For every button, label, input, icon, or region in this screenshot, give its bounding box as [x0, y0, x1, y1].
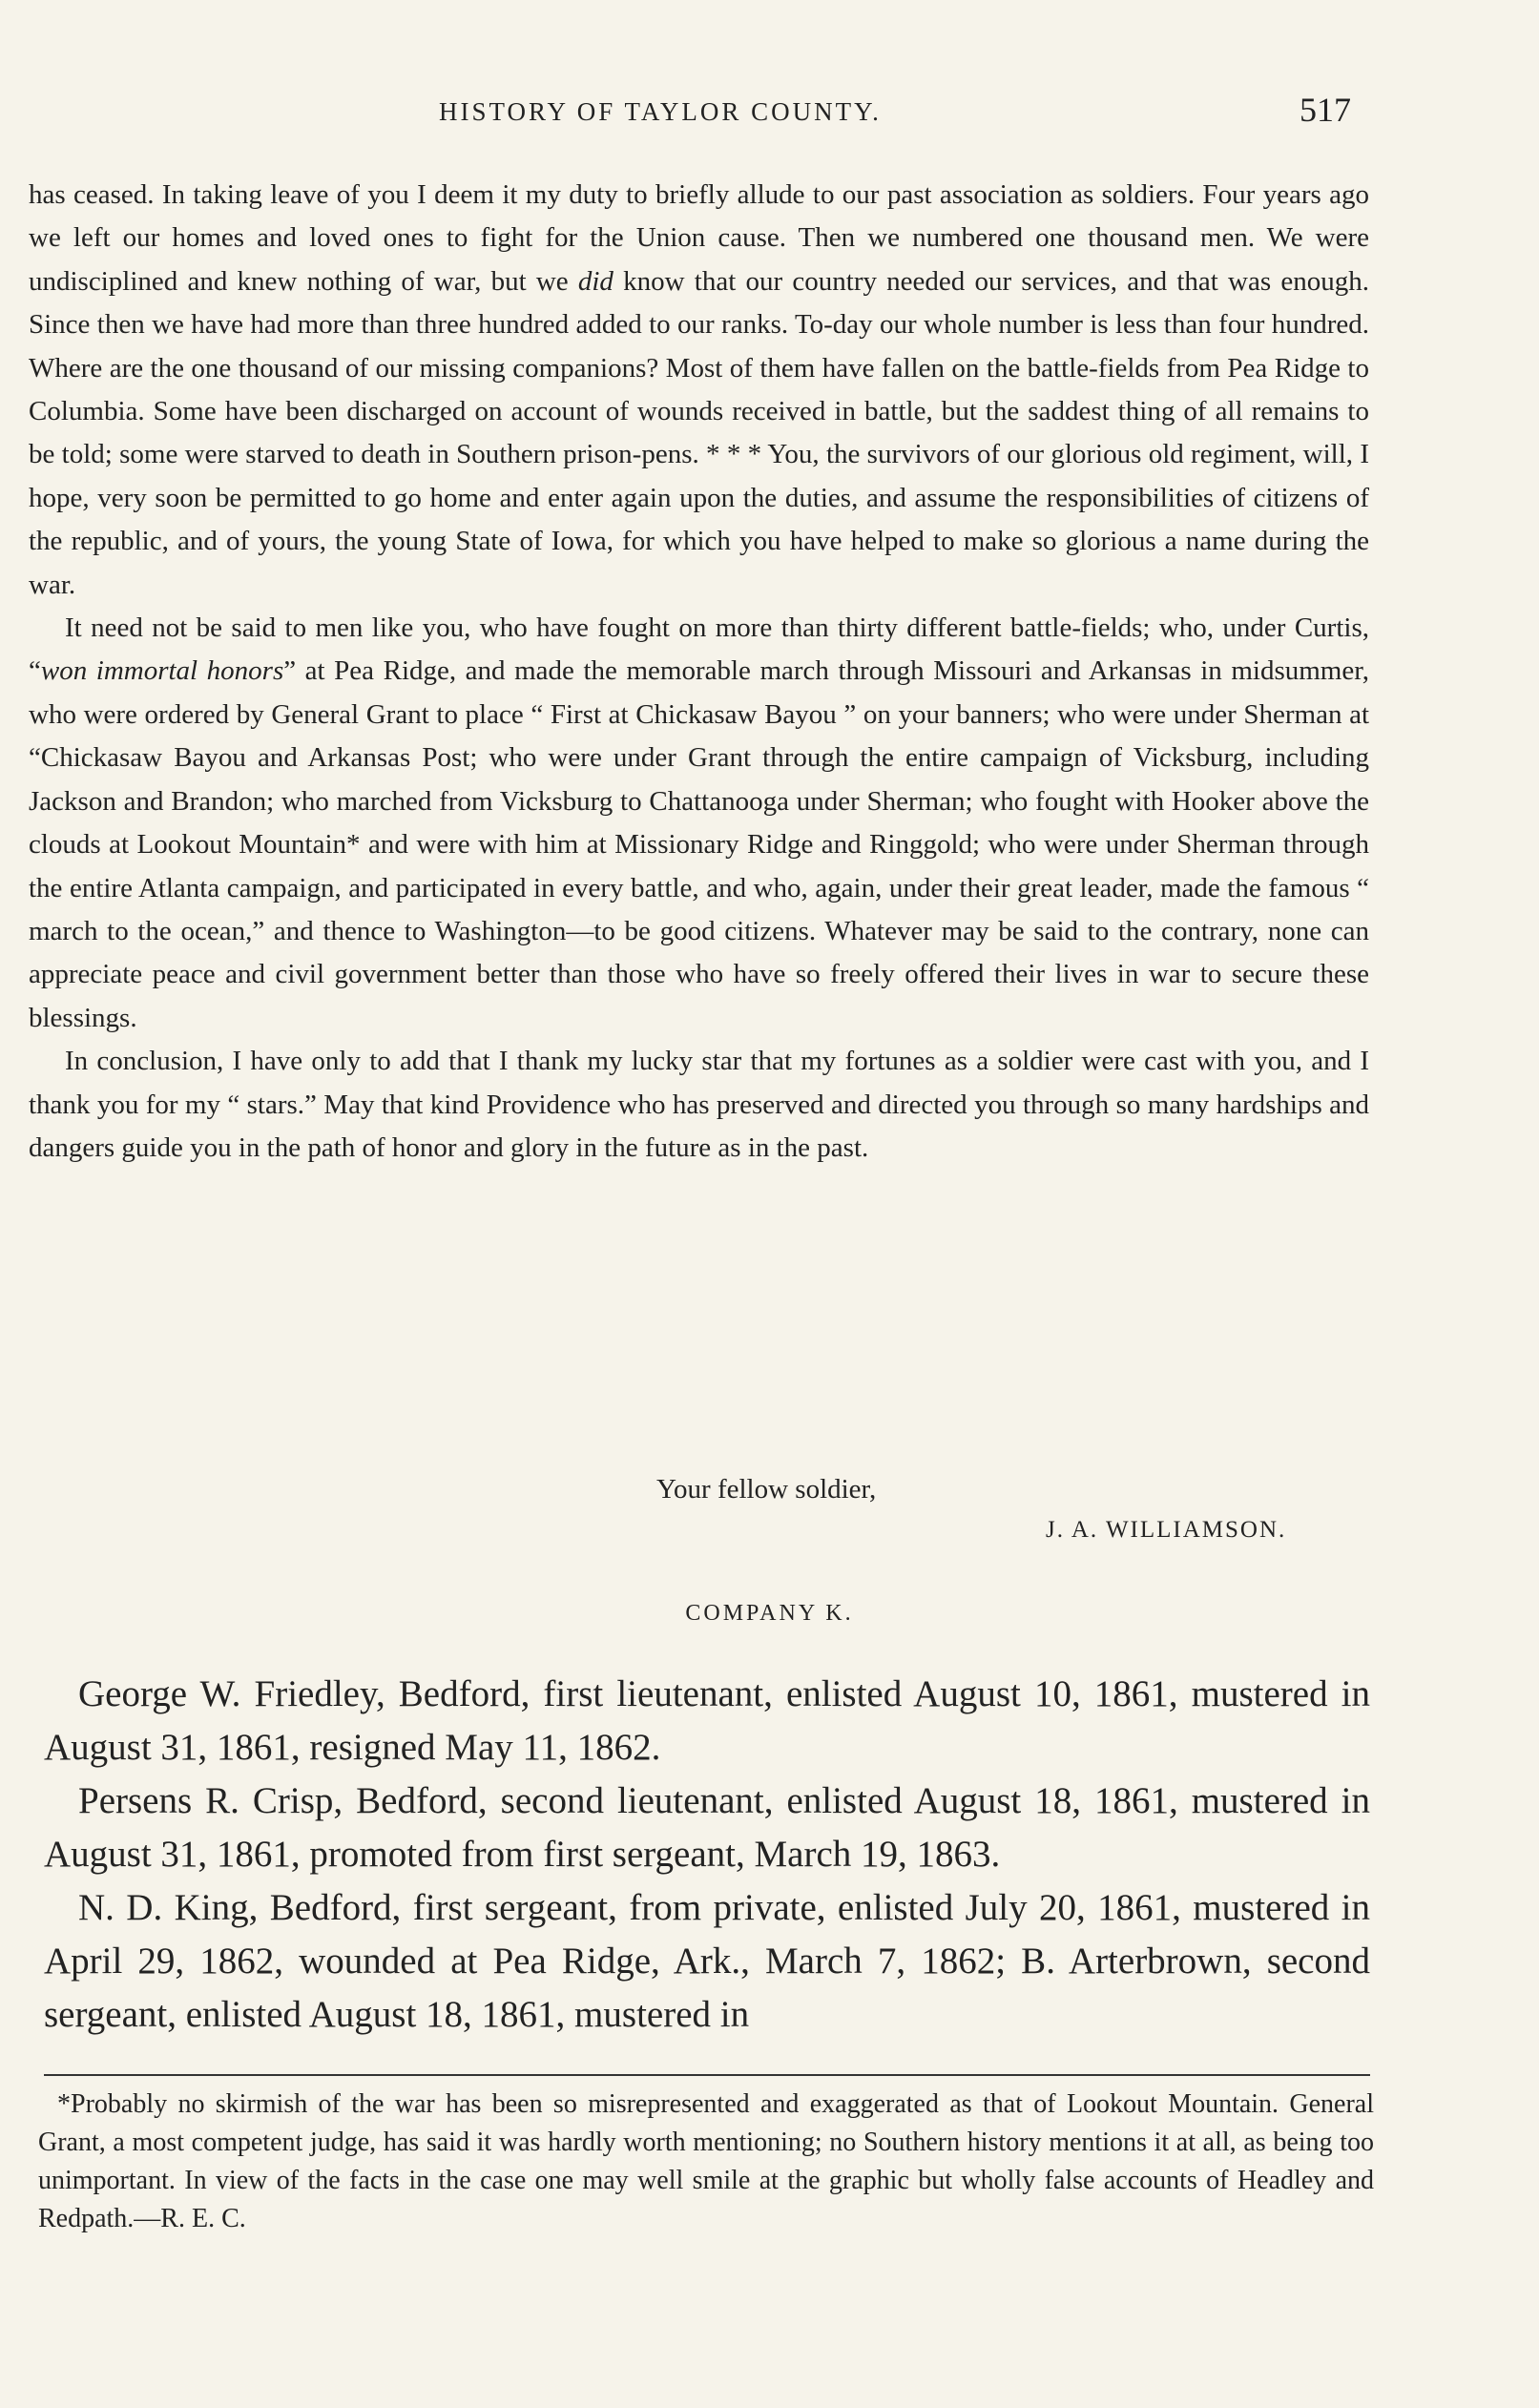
- roster-entry: George W. Friedley, Bedford, first lieutenant, enlisted August 10, 1861, mustered in August 31, 1861, resigned May 11, 1862.: [44, 1673, 1370, 1768]
- letter-p1-emphasis: did: [577, 265, 614, 297]
- footnote-text: *Probably no skirmish of the war has been so misrepresented and exaggerated as that of Lookout Mountain. General Grant, a most competent judge, has said it was hardly worth mentioning; no Southern history mentions it at all, as being too unimportant. In view of the facts in the case one may well smile at the graphic but wholly false accounts of Headley and Redpath.—R. E. C.: [38, 2089, 1374, 2233]
- letter-p2-emphasis: won immortal honors: [40, 655, 284, 687]
- footnote: [38, 2086, 1374, 2238]
- letter-p1-text-a: has ceased. In taking leave of you I deem it my duty to briefly allude to our past association as soldiers. Four years ago we left our homes and loved ones to fight for the Union cause. Then we numbered one thousand men. We were undisciplined and knew nothing of war, but we: [29, 179, 1369, 297]
- letter-signature: J. A. WILLIAMSON.: [1046, 1517, 1287, 1543]
- letter-p2-text-b: ” at Pea Ridge, and made the memorable march through Missouri and Arkansas in midsummer, who were ordered by General Grant to place “ First at Chickasaw Bayou ” on your banners; who were under Sherman at “Chickasaw Bayou and Arkansas Post; who were under Grant through the entire campaign of Vicksburg, including Jackson and Brandon; who marched from Vicksburg to Chattanooga under Sherman; who fought with Hooker above the clouds at Lookout Mountain* and were with him at Missionary Ridge and Ringgold; who were under Sherman through the entire Atlanta campaign, and participated in every battle, and who, again, under their great leader, made the famous “ march to the ocean,” and thence to Washington—to be good citizens. Whatever may be said to the contrary, none can appreciate peace and civil government better than those who have so freely offered their lives in war to secure these blessings.: [29, 655, 1369, 1033]
- section-heading: COMPANY K.: [685, 1601, 854, 1626]
- roster-list: [44, 1668, 1370, 2042]
- page-number: 517: [1300, 91, 1351, 129]
- letter-body: [29, 174, 1369, 1170]
- page-header: [0, 91, 1539, 135]
- footnote-divider: [44, 2074, 1370, 2076]
- letter-p2-text-a: It need not be said to men like you, who have fought on more than thirty different battle-fields; who, under Curtis, “: [29, 612, 1369, 687]
- letter-paragraph-1: [29, 174, 1369, 607]
- letter-paragraph-2: [29, 607, 1369, 1040]
- roster-entry: N. D. King, Bedford, first sergeant, from private, enlisted July 20, 1861, mustered in April 29, 1862, wounded at Pea Ridge, Ark., March 7, 1862; B. Arterbrown, second sergeant, enlisted August 18, 1861, mustered in: [44, 1887, 1370, 2035]
- roster-entry: Persens R. Crisp, Bedford, second lieutenant, enlisted August 18, 1861, mustered in August 31, 1861, promoted from first sergeant, March 19, 1863.: [44, 1780, 1370, 1875]
- letter-p1-text-b: know that our country needed our services, and that was enough. Since then we have had more than three hundred added to our ranks. To-day our whole number is less than four hundred. Where are the one thousand of our missing companions? Most of them have fallen on the battle-fields from Pea Ridge to Columbia. Some have been discharged on account of wounds received in battle, but the saddest thing of all remains to be told; some were starved to death in Southern prison-pens. * * * You, the survivors of our glorious old regiment, will, I hope, very soon be permitted to go home and enter again upon the duties, and assume the responsibilities of citizens of the republic, and of yours, the young State of Iowa, for which you have helped to make so glorious a name during the war.: [29, 265, 1369, 600]
- running-head: HISTORY OF TAYLOR COUNTY.: [439, 97, 882, 126]
- letter-paragraph-3: In conclusion, I have only to add that I thank my lucky star that my fortunes as a soldier were cast with you, and I thank you for my “ stars.” May that kind Providence who has preserved and directed you through so many hardships and dangers guide you in the path of honor and glory in the future as in the past.: [29, 1046, 1369, 1163]
- letter-closing: Your fellow soldier,: [656, 1474, 877, 1505]
